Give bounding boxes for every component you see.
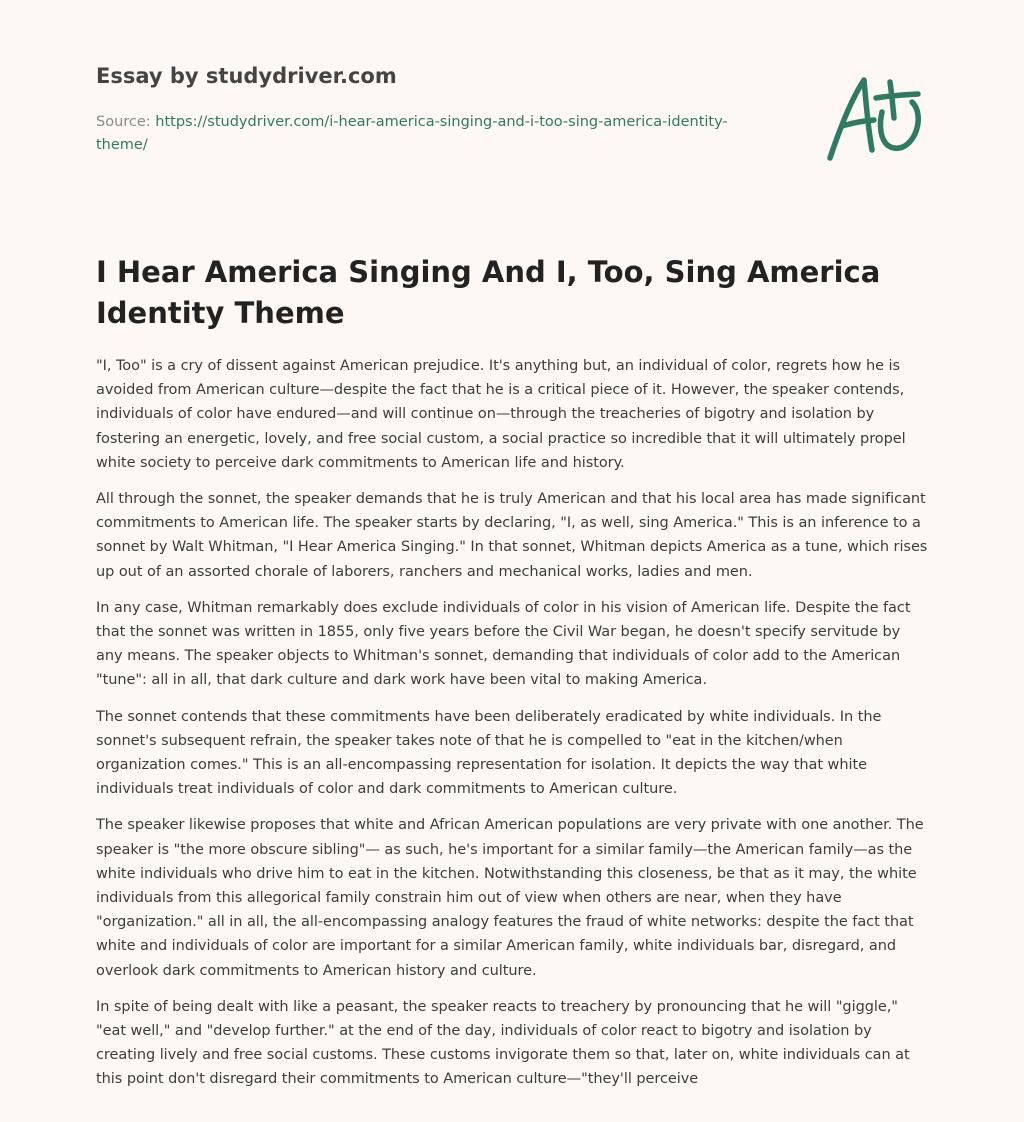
essay-body <box>96 354 928 1104</box>
essay-paragraph: In any case, Whitman remarkably does exclude individuals of color in his vision of American life. Despite the fact that the sonnet was written in 1855, only five years before the Civil War began, he doesn't specify servitude by any means. The speaker objects to Whitman's sonnet, demanding that individuals of color add to the American "tune": all in all, that dark culture and dark work have been vital to making America. <box>96 599 911 689</box>
source-link[interactable]: https://studydriver.com/i-hear-america-singing-and-i-too-sing-america-identity-theme/ <box>96 114 728 153</box>
source-line <box>96 111 776 157</box>
essay-paragraph: In spite of being dealt with like a peasant, the speaker reacts to treachery by pronouncing that he will "giggle," "eat well," and "develop further." at the end of the day, individuals of color react to bigotry and isolation by creating lively and free social customs. These customs invigorate them so that, later on, white individuals can at this point don't disregard their commitments to American culture—"they'll perceive <box>96 998 910 1088</box>
essay-title: I Hear America Singing And I, Too, Sing America Identity Theme <box>96 255 881 330</box>
essay-paragraph: All through the sonnet, the speaker demands that he is truly American and that his local area has made significant commitments to American life. The speaker starts by declaring, "I, as well, sing America." This is an inference to a sonnet by Walt Whitman, "I Hear America Singing." In that sonnet, Whitman depicts America as a tune, which rises up out of an assorted chorale of laborers, ranchers and mechanical works, ladies and men. <box>96 491 928 580</box>
essay-paragraph: "I, Too" is a cry of dissent against American prejudice. It's anything but, an individual of color, regrets how he is avoided from American culture—despite the fact that he is a critical piece of it. However, the speaker contends, individuals of color have endured—and will continue on—through the treacheries of bigotry and isolation by fostering an energetic, lovely, and free social custom, a social practice so incredible that it will ultimately propel white society to perceive dark commitments to American life and history. <box>96 358 906 471</box>
source-label: Source: <box>96 114 151 130</box>
essay-paragraph: The speaker likewise proposes that white and African American populations are very private with one another. The speaker is "the more obscure sibling"— as such, he's important for a similar family—the American family—as the white individuals who drive him to eat in the kitchen. Notwithstanding this closeness, be that as it may, the white individuals from this allegorical family constrain him out of view when others are near, when they have "organization." all in all, the all-encompassing analogy features the fraud of white networks: despite the fact that white and individuals of color are important for a similar American family, white individuals bar, disregard, and overlook dark commitments to American history and culture. <box>96 817 924 979</box>
a-plus-logo-icon <box>820 68 930 168</box>
essay-paragraph: The sonnet contends that these commitments have been deliberately eradicated by white individuals. In the sonnet's subsequent refrain, the speaker takes note of that he is compelled to "eat in the kitchen/when organization comes." This is an all-encompassing representation for isolation. It depicts the way that white individuals treat individuals of color and dark commitments to American culture. <box>96 708 882 798</box>
site-heading: Essay by studydriver.com <box>96 64 397 88</box>
